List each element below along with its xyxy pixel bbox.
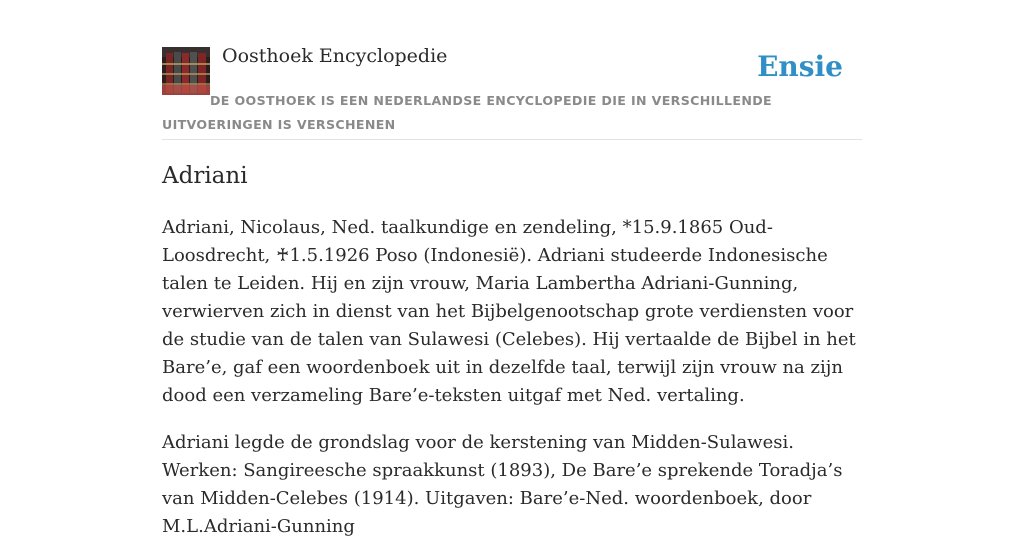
brand-logo[interactable]: Ensie xyxy=(757,50,843,83)
site-title[interactable]: Oosthoek Encyclopedie xyxy=(222,45,448,67)
book-spines-icon[interactable] xyxy=(162,47,210,95)
site-tagline: DE OOSTHOEK IS EEN NEDERLANDSE ENCYCLOPEDIE DIE IN VERSCHILLENDE UITVOERINGEN IS VERSCHENEN xyxy=(162,93,773,132)
article-paragraph: Adriani legde de grondslag voor de kerstening van Midden-Sulawesi. Werken: Sangireesche spraakkunst (1893), De Bare’e sprekende Toradja’s van Midden-Celebes (1914). Uitgaven: Bare’e-Ned. woordenboek, door M.L.Adriani-Gunning xyxy=(162,432,843,537)
article-title: Adriani xyxy=(162,163,248,189)
article-body xyxy=(162,214,864,560)
header-divider xyxy=(162,139,862,140)
article-paragraph: Adriani, Nicolaus, Ned. taalkundige en zendeling, *15.9.1865 Oud-Loosdrecht, ♰1.5.1926 Poso (Indonesië). Adriani studeerde Indonesische talen te Leiden. Hij en zijn vrouw, Maria Lambertha Adriani-Gunning, verwierven zich in dienst van het Bijbelgenootschap grote verdiensten voor de studie van de talen van Sulawesi (Celebes). Hij vertaalde de Bijbel in het Bare’e, gaf een woordenboek uit in dezelfde taal, terwijl zijn vrouw na zijn dood een verzameling Bare’e-teksten uitgaf met Ned. vertaling. xyxy=(162,217,856,406)
